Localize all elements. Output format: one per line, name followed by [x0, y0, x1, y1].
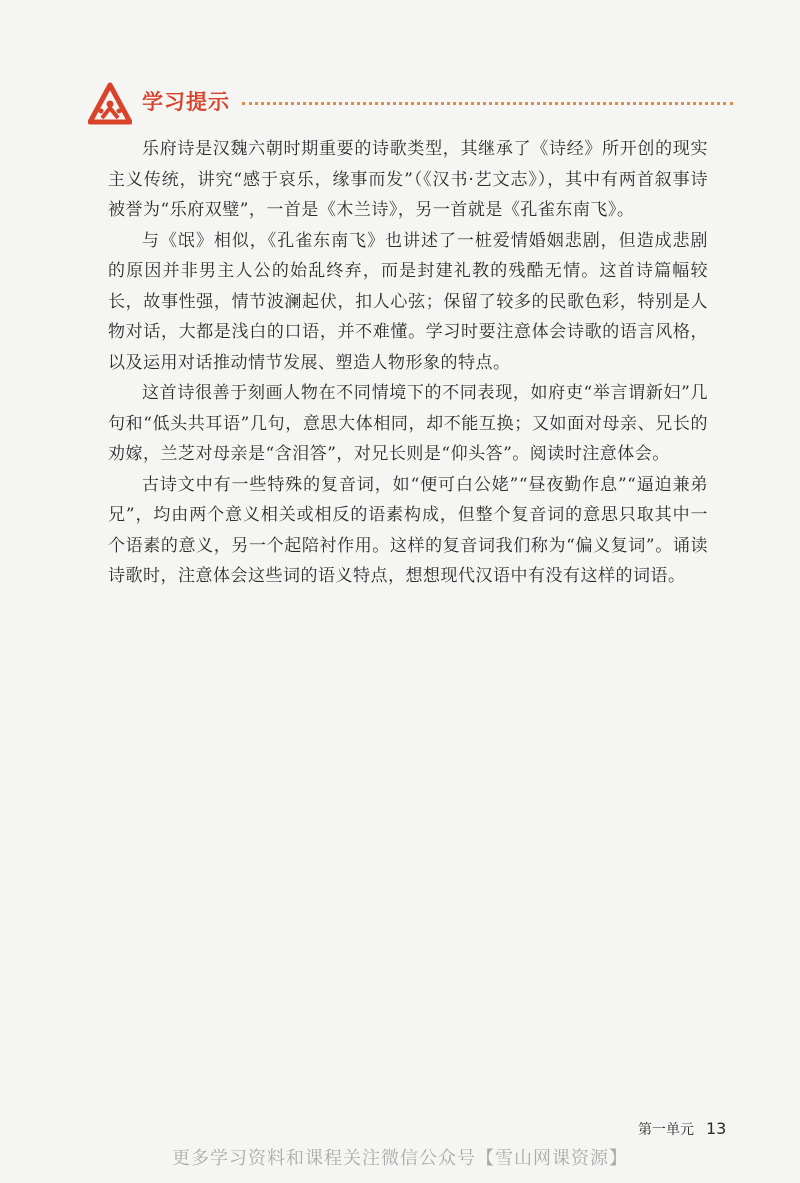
section-title: 学习提示 — [142, 90, 230, 114]
chapter-label: 第一单元 — [638, 1122, 694, 1138]
dotted-divider — [242, 102, 733, 105]
watermark-text: 更多学习资料和课程关注微信公众号【雪山网课资源】 — [172, 1148, 628, 1169]
body-text — [108, 134, 708, 592]
paragraph: 古诗文中有一些特殊的复音词，如“便可白公姥”“昼夜勤作息”“逼迫兼弟兄”，均由两个意义相关或相反的语素构成，但整个复音词的意思只取其中一个语素的意义，另一个起陪衬作用。这样的复音词我们称为“偏义复词”。诵读诗歌时，注意体会这些词的语义特点，想想现代汉语中有没有这样的词语。 — [108, 474, 708, 586]
paragraph: 与《氓》相似，《孔雀东南飞》也讲述了一桩爱情婚姻悲剧，但造成悲剧的原因并非男主人公的始乱终弃，而是封建礼教的残酷无情。这首诗篇幅较长，故事性强，情节波澜起伏，扣人心弦；保留了较多的民歌色彩，特别是人物对话，大都是浅白的口语，并不难懂。学习时要注意体会诗歌的语言风格，以及运用对话推动情节发展、塑造人物形象的特点。 — [108, 230, 708, 373]
triangle-figures-logo-icon — [88, 82, 132, 126]
section-header — [88, 82, 733, 126]
paragraph: 乐府诗是汉魏六朝时期重要的诗歌类型，其继承了《诗经》所开创的现实主义传统，讲究“感于哀乐，缘事而发”（《汉书·艺文志》），其中有两首叙事诗被誉为“乐府双璧”，一首是《木兰诗》，另一首就是《孔雀东南飞》。 — [108, 139, 708, 220]
page-number: 13 — [706, 1119, 727, 1138]
paragraph: 这首诗很善于刻画人物在不同情境下的不同表现，如府吏“举言谓新妇”几句和“低头共耳语”几句，意思大体相同，却不能互换；又如面对母亲、兄长的劝嫁，兰芝对母亲是“含泪答”，对兄长则是“仰头答”。阅读时注意体会。 — [108, 383, 708, 464]
